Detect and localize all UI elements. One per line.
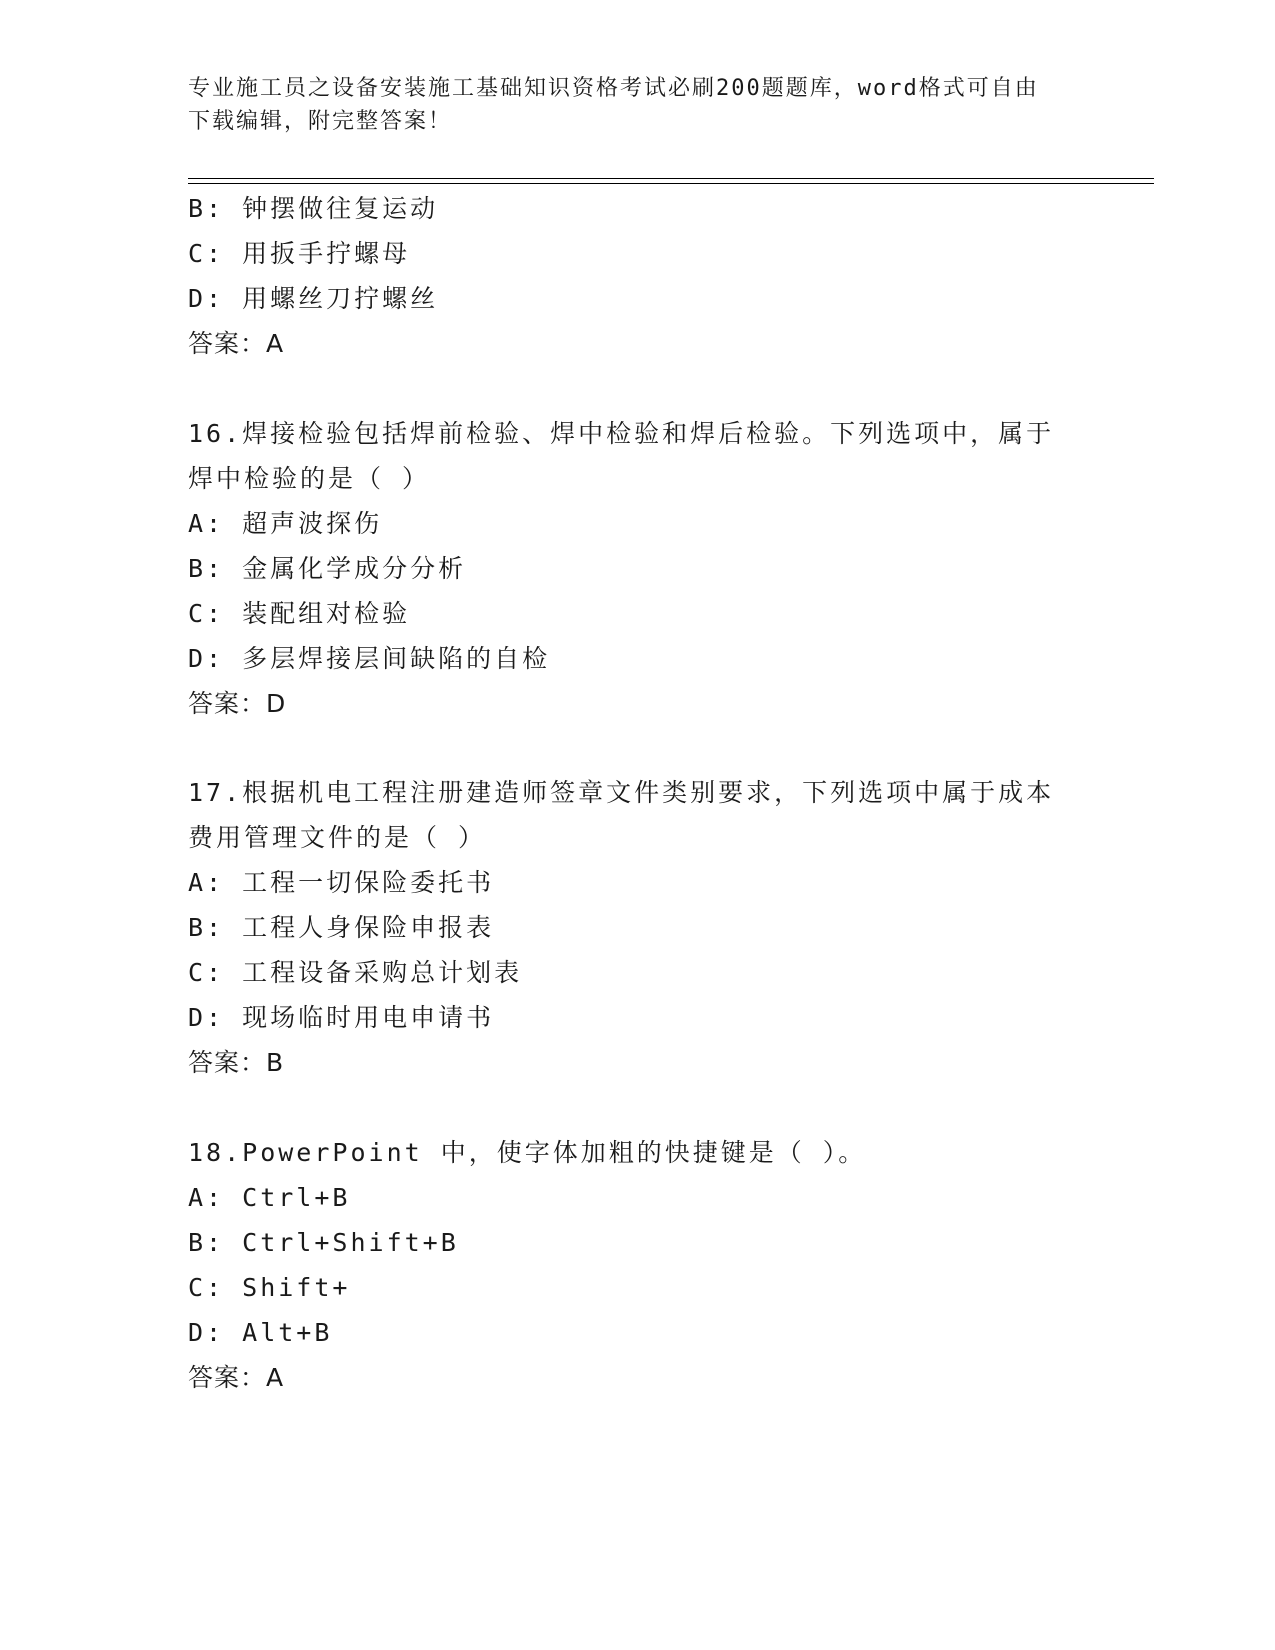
- header-line-1: 专业施工员之设备安装施工基础知识资格考试必刷200题题库，word格式可自由: [188, 76, 1039, 101]
- header-divider-bottom: [188, 183, 1154, 184]
- q17-option-d: D: 现场临时用电申请书: [188, 1003, 495, 1032]
- q17-option-a: A: 工程一切保险委托书: [188, 868, 495, 897]
- q15-option-b: B: 钟摆做往复运动: [188, 194, 439, 223]
- q15-option-d: D: 用螺丝刀拧螺丝: [188, 284, 439, 313]
- q18-option-c: C: Shift+: [188, 1273, 351, 1302]
- q18-question-line-1: 18.PowerPoint 中，使字体加粗的快捷键是（ ）。: [188, 1138, 867, 1167]
- q17-answer: 答案：B: [188, 1048, 285, 1077]
- q18-answer: 答案：A: [188, 1363, 285, 1392]
- q16-option-a: A: 超声波探伤: [188, 509, 383, 538]
- q16-question-line-2: 焊中检验的是（ ）: [188, 464, 431, 493]
- q16-option-c: C: 装配组对检验: [188, 599, 411, 628]
- header-divider-top: [188, 178, 1154, 179]
- header-line-2: 下载编辑，附完整答案！: [188, 109, 453, 134]
- q15-option-c: C: 用扳手拧螺母: [188, 239, 411, 268]
- q16-question-line-1: 16.焊接检验包括焊前检验、焊中检验和焊后检验。下列选项中，属于: [188, 419, 1055, 448]
- q16-answer: 答案：D: [188, 689, 287, 718]
- q17-option-b: B: 工程人身保险申报表: [188, 913, 495, 942]
- q18-option-a: A: Ctrl+B: [188, 1183, 351, 1212]
- q17-question-line-2: 费用管理文件的是（ ）: [188, 823, 487, 852]
- q17-question-line-1: 17.根据机电工程注册建造师签章文件类别要求，下列选项中属于成本: [188, 778, 1055, 807]
- q18-option-d: D: Alt+B: [188, 1318, 333, 1347]
- document-header: [188, 72, 1068, 138]
- q17-option-c: C: 工程设备采购总计划表: [188, 958, 523, 987]
- q16-option-d: D: 多层焊接层间缺陷的自检: [188, 644, 551, 673]
- q15-answer: 答案：A: [188, 329, 285, 358]
- q16-option-b: B: 金属化学成分分析: [188, 554, 467, 583]
- q18-option-b: B: Ctrl+Shift+B: [188, 1228, 459, 1257]
